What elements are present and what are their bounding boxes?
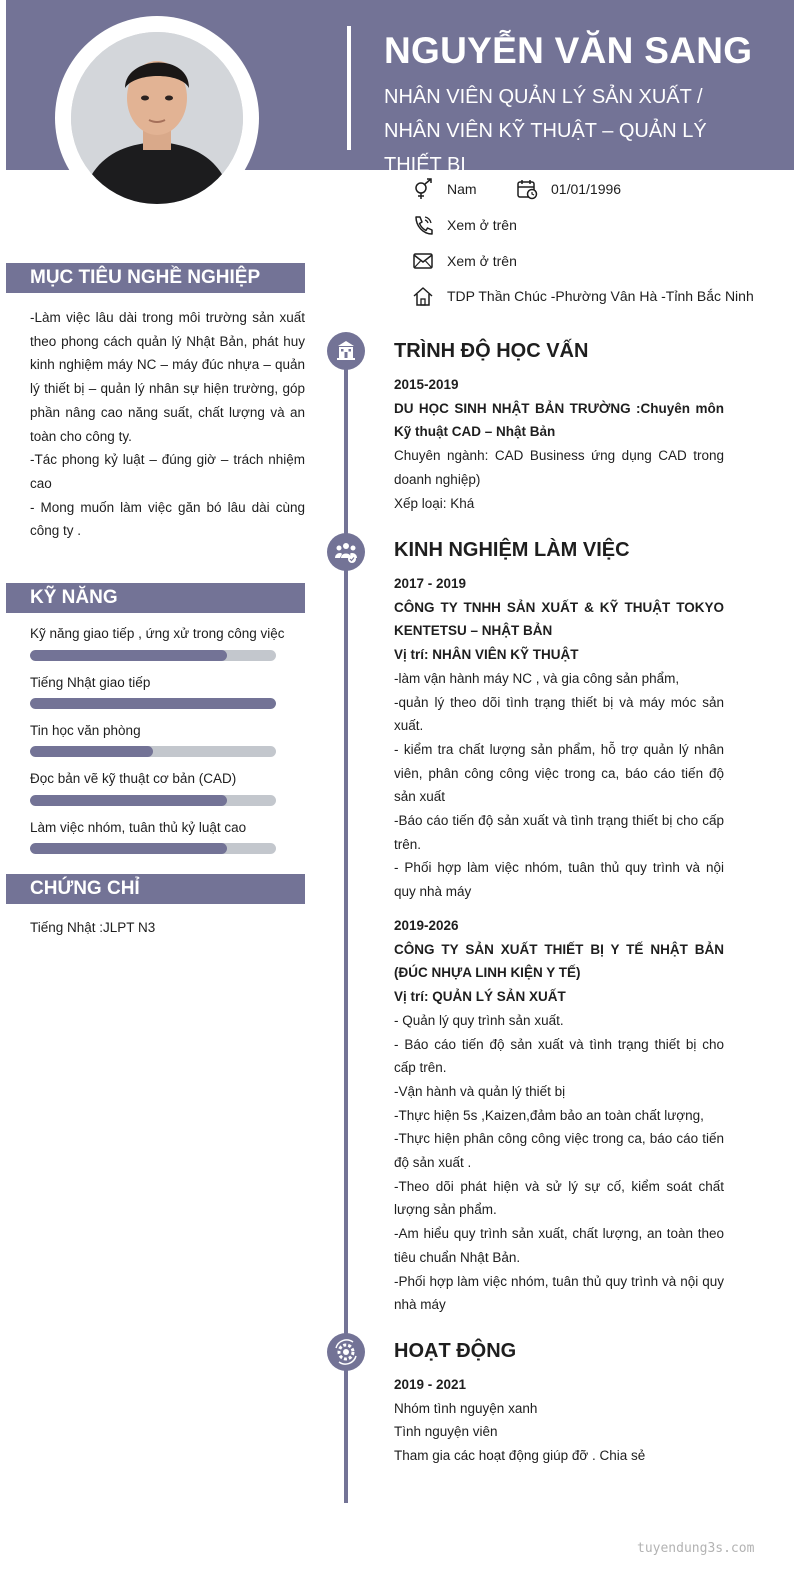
education-period: 2015-2019 <box>394 377 459 392</box>
activities-heading: HOẠT ĐỘNG <box>394 1340 517 1362</box>
contact-email <box>412 250 517 272</box>
education-grade: Xếp loại: Khá <box>394 495 475 511</box>
timeline-line <box>344 340 348 1503</box>
job-duty: - Phối hợp làm việc nhóm, tuân thủ quy trình và nội quy nhà máy <box>394 860 724 900</box>
header-divider <box>347 26 351 150</box>
job-period: 2019-2026 <box>394 918 459 933</box>
job-duty: -Thực hiện 5s ,Kaizen,đảm bảo an toàn chất lượng, <box>394 1107 704 1123</box>
objective-line: -Tác phong kỷ luật – đúng giờ – trách nhiệm cao <box>30 452 305 491</box>
skill-label: Tin học văn phòng <box>30 723 141 738</box>
objective-heading: MỤC TIÊU NGHỀ NGHIỆP <box>6 263 305 293</box>
team-icon <box>327 533 365 571</box>
activity-org: Nhóm tình nguyện xanh <box>394 1400 538 1416</box>
activity-role: Tình nguyện viên <box>394 1424 498 1440</box>
skill-label: Làm việc nhóm, tuân thủ kỷ luật cao <box>30 820 247 835</box>
job-duty: -Thực hiện phân công công việc trong ca, báo cáo tiến độ sản xuất . <box>394 1131 724 1171</box>
job-period: 2017 - 2019 <box>394 576 467 591</box>
skill-bar-fill <box>30 795 227 806</box>
objective-line: -Làm việc lâu dài trong môi trường sản xuất theo phong cách quản lý Nhật Bản, phát huy kinh nghiệm máy NC – máy đúc nhựa – quản lý thiết bị – quản lý nhân sự hiện trường, góp phần nâng cao năng suất, chất lượng và an toàn cho công ty. <box>30 310 305 444</box>
avatar <box>71 32 243 204</box>
education-school: DU HỌC SINH NHẬT BẢN TRƯỜNG :Chuyên môn Kỹ thuật CAD – Nhật Bản <box>394 400 724 440</box>
contact-gender <box>412 178 477 200</box>
objective-line: - Mong muốn làm việc găn bó lâu dài cùng công ty . <box>30 499 305 539</box>
skill-bar-fill <box>30 746 153 757</box>
skill-bar <box>30 698 276 709</box>
skill-bar <box>30 650 276 661</box>
job-company: CÔNG TY TNHH SẢN XUẤT & KỸ THUẬT TOKYO KENTETSU – NHẬT BẢN <box>394 599 724 639</box>
education-major: Chuyên ngành: CAD Business ứng dụng CAD trong doanh nghiệp) <box>394 448 724 487</box>
calendar-icon <box>516 178 538 200</box>
job-duty: -Báo cáo tiến độ sản xuất và tình trạng thiết bị cho cấp trên. <box>394 813 724 852</box>
activity-desc: Tham gia các hoạt động giúp đỡ . Chia sẻ <box>394 1448 646 1464</box>
phone-value: Xem ở trên <box>447 217 517 233</box>
skill-bar <box>30 746 276 757</box>
activities-block <box>394 1373 724 1468</box>
gender-value: Nam <box>447 181 477 197</box>
skills-heading: KỸ NĂNG <box>6 583 305 613</box>
objective-text <box>30 306 305 543</box>
skill-bar <box>30 843 276 854</box>
certificates-heading: CHỨNG CHỈ <box>6 874 305 904</box>
skill-label: Đọc bản vẽ kỹ thuật cơ bản (CAD) <box>30 771 237 786</box>
school-icon <box>327 332 365 370</box>
skill-bar-fill <box>30 650 227 661</box>
home-icon <box>412 285 434 307</box>
job-duty: -làm vận hành máy NC , và gia công sản phẩm, <box>394 670 680 686</box>
email-value: Xem ở trên <box>447 253 517 269</box>
experience-heading: KINH NGHIỆM LÀM VIỆC <box>394 539 630 561</box>
job-duty: -Vận hành và quản lý thiết bị <box>394 1083 566 1099</box>
education-heading: TRÌNH ĐỘ HỌC VẤN <box>394 340 589 362</box>
phone-icon <box>412 214 434 236</box>
contact-address <box>412 285 754 307</box>
skill-bar-fill <box>30 698 276 709</box>
activity-period: 2019 - 2021 <box>394 1377 467 1392</box>
job-duty: - Báo cáo tiến độ sản xuất và tình trạng thiết bị cho cấp trên. <box>394 1036 724 1076</box>
experience-job <box>394 914 724 1317</box>
contact-dob <box>516 178 621 200</box>
job-duty: -quản lý theo dõi tình trạng thiết bị và máy móc sản xuất. <box>394 694 724 734</box>
skill-bar <box>30 795 276 806</box>
job-company: CÔNG TY SẢN XUẤT THIẾT BỊ Y TẾ NHẬT BẢN (ĐÚC NHỰA LINH KIỆN Y TẾ) <box>394 941 724 981</box>
experience-job <box>394 572 724 904</box>
job-title: NHÂN VIÊN QUẢN LÝ SẢN XUẤT / NHÂN VIÊN KỸ THUẬT – QUẢN LÝ THIẾT BỊ <box>384 86 707 176</box>
candidate-name: NGUYỄN VĂN SANG <box>384 30 753 71</box>
skill-label: Tiếng Nhật giao tiếp <box>30 675 151 690</box>
gear-icon <box>327 1333 365 1371</box>
certificate-item: Tiếng Nhật :JLPT N3 <box>30 920 156 935</box>
watermark: tuyendung3s.com <box>637 1541 755 1556</box>
skill-bar-fill <box>30 843 227 854</box>
job-duty: -Phối hợp làm việc nhóm, tuân thủ quy trình và nội quy nhà máy <box>394 1273 724 1313</box>
job-duty: -Theo dõi phát hiện và sử lý sự cố, kiểm soát chất lượng sản phẩm. <box>394 1178 724 1218</box>
mail-icon <box>412 250 434 272</box>
skill-label: Kỹ năng giao tiếp , ứng xử trong công việc <box>30 626 285 641</box>
education-block <box>394 373 724 515</box>
address-value: TDP Thần Chúc -Phường Vân Hà -Tỉnh Bắc Ninh <box>447 288 754 304</box>
job-duty: -Am hiểu quy trình sản xuất, chất lượng, an toàn theo tiêu chuẩn Nhật Bản. <box>394 1226 724 1265</box>
job-position: Vị trí: QUẢN LÝ SẢN XUẤT <box>394 989 566 1005</box>
contact-phone <box>412 214 517 236</box>
gender-icon <box>412 178 434 200</box>
job-duty: - kiểm tra chất lượng sản phẩm, hỗ trợ quản lý nhân viên, phân công công việc trong ca, báo cáo tiến độ sản xuất <box>394 741 724 805</box>
job-position: Vị trí: NHÂN VIÊN KỸ THUẬT <box>394 647 579 663</box>
job-duty: - Quản lý quy trình sản xuất. <box>394 1012 564 1028</box>
dob-value: 01/01/1996 <box>551 181 622 197</box>
